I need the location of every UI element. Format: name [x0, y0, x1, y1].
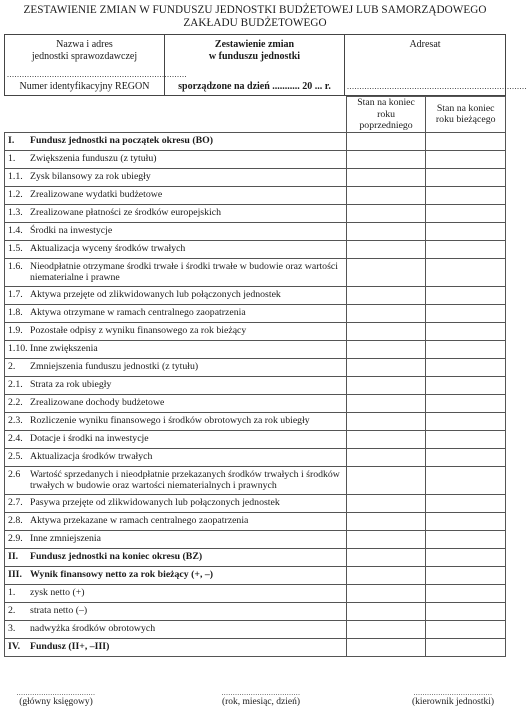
signature-dotted-line[interactable]: ...................................: [221, 689, 301, 697]
value-cell-curr[interactable]: [426, 494, 506, 512]
row-label-cell: [5, 512, 347, 530]
row-text: Pasywa przejęte od zlikwidowanych lub połączonych jednostek: [30, 497, 280, 509]
value-cell-prev[interactable]: [346, 620, 426, 638]
table-row: [5, 340, 506, 358]
row-label-cell: [5, 322, 347, 340]
value-cell-curr[interactable]: [426, 240, 506, 258]
row-label-cell: [5, 430, 347, 448]
row-text: Zwiększenia funduszu (z tytułu): [30, 153, 157, 165]
table-row: [5, 448, 506, 466]
row-text: Zrealizowane wydatki budżetowe: [30, 189, 163, 201]
value-cell-prev[interactable]: [346, 168, 426, 186]
row-label-cell: [5, 394, 347, 412]
value-cell-prev[interactable]: [346, 412, 426, 430]
value-cell-prev[interactable]: [346, 222, 426, 240]
value-cell-prev[interactable]: [346, 204, 426, 222]
value-cell-curr[interactable]: [426, 584, 506, 602]
row-number: 1.4.: [8, 225, 23, 237]
signature-accountant-label: (główny księgowy): [19, 697, 93, 707]
value-cell-curr[interactable]: [426, 258, 506, 286]
row-text: Aktualizacja wyceny środków trwałych: [30, 243, 186, 255]
row-text: zysk netto (+): [30, 587, 85, 599]
table-row: [5, 602, 506, 620]
row-label-cell: [5, 494, 347, 512]
row-label-cell: [5, 584, 347, 602]
value-cell-curr[interactable]: [426, 150, 506, 168]
row-number: 2.2.: [8, 397, 23, 409]
table-row: [5, 530, 506, 548]
value-cell-prev[interactable]: [346, 376, 426, 394]
row-text: Fundusz (II+, –III): [30, 641, 110, 653]
value-cell-curr[interactable]: [426, 286, 506, 304]
row-label-cell: [5, 186, 347, 204]
row-number: 1.5.: [8, 243, 23, 255]
value-cell-curr[interactable]: [426, 566, 506, 584]
value-cell-curr[interactable]: [426, 394, 506, 412]
value-cell-curr[interactable]: [426, 620, 506, 638]
row-number: 1.7.: [8, 289, 23, 301]
value-cell-curr[interactable]: [426, 448, 506, 466]
signature-dotted-line[interactable]: ...................................: [16, 689, 96, 697]
signature-dotted-line[interactable]: ...................................: [413, 689, 493, 697]
table-row: [5, 222, 506, 240]
row-text: Dotacje i środki na inwestycje: [30, 433, 149, 445]
table-row: [5, 548, 506, 566]
row-number: 2.7.: [8, 497, 23, 509]
row-number: III.: [8, 569, 22, 581]
table-row: [5, 168, 506, 186]
value-cell-prev[interactable]: [346, 132, 426, 150]
fund-changes-table: [4, 96, 506, 657]
table-row: [5, 322, 506, 340]
value-cell-prev[interactable]: [346, 548, 426, 566]
row-label-cell: [5, 448, 347, 466]
value-cell-curr[interactable]: [426, 322, 506, 340]
statement-title-cell: [165, 35, 345, 95]
row-number: 2.: [8, 605, 16, 617]
value-cell-prev[interactable]: [346, 466, 426, 494]
value-cell-prev[interactable]: [346, 584, 426, 602]
row-label-cell: [5, 412, 347, 430]
row-number: 2.: [8, 361, 16, 373]
value-cell-prev[interactable]: [346, 186, 426, 204]
value-cell-curr[interactable]: [426, 132, 506, 150]
row-number: 1.: [8, 587, 16, 599]
value-cell-curr[interactable]: [426, 530, 506, 548]
row-number: 1.8.: [8, 307, 23, 319]
header-box: [4, 34, 527, 96]
row-number: 1.6.: [8, 260, 23, 272]
table-row: [5, 566, 506, 584]
table-row: [5, 150, 506, 168]
value-cell-curr[interactable]: [426, 304, 506, 322]
row-text: Zmniejszenia funduszu jednostki (z tytułu): [30, 361, 199, 373]
row-text: Pozostałe odpisy z wyniku finansowego za rok bieżący: [30, 325, 247, 337]
row-text: Wynik finansowy netto za rok bieżący (+, –): [30, 569, 214, 581]
row-number: I.: [8, 135, 15, 147]
row-label-cell: [5, 132, 347, 150]
value-cell-curr[interactable]: [426, 602, 506, 620]
table-row: [5, 186, 506, 204]
row-text: Zrealizowane płatności ze środków europejskich: [30, 207, 221, 219]
table-row: [5, 204, 506, 222]
value-cell-curr[interactable]: [426, 376, 506, 394]
table-row: [5, 240, 506, 258]
row-text: Aktywa przekazane w ramach centralnego zaopatrzenia: [30, 515, 249, 527]
row-text: Aktywa otrzymane w ramach centralnego zaopatrzenia: [30, 307, 246, 319]
row-label-cell: [5, 222, 347, 240]
row-label-cell: [5, 204, 347, 222]
value-cell-curr[interactable]: [426, 512, 506, 530]
regon-label: Numer identyfikacyjny REGON: [19, 81, 150, 92]
row-number: 2.6: [8, 468, 21, 480]
row-number: 2.4.: [8, 433, 23, 445]
table-row: [5, 304, 506, 322]
table-row: [5, 430, 506, 448]
row-label-cell: [5, 620, 347, 638]
row-number: 1.3.: [8, 207, 23, 219]
table-row: [5, 132, 506, 150]
value-cell-curr[interactable]: [426, 358, 506, 376]
row-label-cell: [5, 376, 347, 394]
value-cell-curr[interactable]: [426, 222, 506, 240]
row-label-cell: [5, 150, 347, 168]
column-header-prev: Stan na koniec roku poprzedniego: [346, 97, 426, 133]
table-row: [5, 358, 506, 376]
value-cell-prev[interactable]: [346, 430, 426, 448]
row-label-cell: [5, 340, 347, 358]
unit-name-label: Nazwa i adres jednostki sprawozdawczej: [31, 39, 138, 62]
value-cell-curr[interactable]: [426, 548, 506, 566]
row-label-cell: [5, 602, 347, 620]
page-title: ZESTAWIENIE ZMIAN W FUNDUSZU JEDNOSTKI BUDŻETOWEJ LUB SAMORZĄDOWEGO ZAKŁADU BUDŻETOWEGO: [23, 4, 487, 29]
row-label-cell: [5, 530, 347, 548]
value-cell-prev[interactable]: [346, 602, 426, 620]
value-cell-curr[interactable]: [426, 638, 506, 656]
table-row: [5, 466, 506, 494]
value-cell-prev[interactable]: [346, 258, 426, 286]
table-row: [5, 584, 506, 602]
value-cell-prev[interactable]: [346, 304, 426, 322]
row-number: 3.: [8, 623, 16, 635]
row-text: Aktywa przejęte od zlikwidowanych lub połączonych jednostek: [30, 289, 281, 301]
statement-title: Zestawienie zmian w funduszu jednostki: [208, 39, 301, 62]
row-label-cell: [5, 240, 347, 258]
row-text: Rozliczenie wyniku finansowego i środków obrotowych za rok ubiegły: [30, 415, 310, 427]
row-text: Fundusz jednostki na koniec okresu (BZ): [30, 551, 203, 563]
value-cell-prev[interactable]: [346, 286, 426, 304]
value-cell-prev[interactable]: [346, 394, 426, 412]
value-cell-curr[interactable]: [426, 430, 506, 448]
row-label-cell: [5, 286, 347, 304]
value-cell-prev[interactable]: [346, 566, 426, 584]
statement-date-label[interactable]: sporządzone na dzień ........... 20 ... r.: [178, 81, 331, 92]
row-label-cell: [5, 466, 347, 494]
unit-dotted-line[interactable]: ........................................................................: [7, 70, 187, 79]
value-cell-prev[interactable]: [346, 340, 426, 358]
row-number: 1.: [8, 153, 16, 165]
signature-head: [400, 690, 506, 707]
row-label-cell: [5, 358, 347, 376]
row-number: 1.2.: [8, 189, 23, 201]
row-number: 2.9.: [8, 533, 23, 545]
row-text: nadwyżka środków obrotowych: [30, 623, 156, 635]
value-cell-prev[interactable]: [346, 494, 426, 512]
row-text: Zysk bilansowy za rok ubiegły: [30, 171, 151, 183]
row-text: Fundusz jednostki na początek okresu (BO): [30, 135, 213, 147]
value-cell-curr[interactable]: [426, 340, 506, 358]
row-text: Środki na inwestycje: [30, 225, 113, 237]
row-number: 1.9.: [8, 325, 23, 337]
row-number: 1.10.: [8, 343, 28, 355]
value-cell-prev[interactable]: [346, 322, 426, 340]
addressee-cell: [345, 35, 527, 95]
value-cell-prev[interactable]: [346, 530, 426, 548]
value-cell-prev[interactable]: [346, 448, 426, 466]
row-label-cell: [5, 168, 347, 186]
table-row: [5, 258, 506, 286]
signature-date: [206, 690, 316, 707]
addressee-label: Adresat: [409, 39, 441, 50]
reporting-unit-cell: [5, 35, 187, 95]
table-row: [5, 376, 506, 394]
row-text: Inne zwiększenia: [30, 343, 98, 355]
value-cell-curr[interactable]: [426, 412, 506, 430]
table-row: [5, 394, 506, 412]
value-cell-prev[interactable]: [346, 638, 426, 656]
row-number: 2.1.: [8, 379, 23, 391]
row-text: Zrealizowane dochody budżetowe: [30, 397, 165, 409]
value-cell-prev[interactable]: [346, 358, 426, 376]
table-row: [5, 286, 506, 304]
table-row: [5, 638, 506, 656]
row-number: 2.8.: [8, 515, 23, 527]
row-text: Nieodpłatnie otrzymane środki trwałe i środki trwałe w budowie oraz wartości niematerialne i prawne: [30, 260, 338, 283]
row-text: Aktualizacja środków trwałych: [30, 451, 153, 463]
row-label-cell: [5, 258, 347, 286]
row-text: Inne zmniejszenia: [30, 533, 101, 545]
value-cell-curr[interactable]: [426, 466, 506, 494]
table-row: [5, 512, 506, 530]
value-cell-curr[interactable]: [426, 186, 506, 204]
table-row: [5, 412, 506, 430]
row-label-cell: [5, 566, 347, 584]
table-row: [5, 620, 506, 638]
row-label-cell: [5, 304, 347, 322]
row-number: 2.5.: [8, 451, 23, 463]
signature-head-label: (kierownik jednostki): [411, 697, 495, 707]
header-empty-cell: [5, 97, 347, 133]
value-cell-prev[interactable]: [346, 150, 426, 168]
value-cell-curr[interactable]: [426, 168, 506, 186]
row-number: 2.3.: [8, 415, 23, 427]
addressee-dotted-line[interactable]: ........................................................................: [347, 82, 527, 91]
row-text: strata netto (–): [30, 605, 88, 617]
row-text: Wartość sprzedanych i nieodpłatnie przekazanych środków trwałych i środków trwałych w budowie oraz wartości niematerialnych i prawnych: [30, 468, 340, 491]
row-number: II.: [8, 551, 19, 563]
value-cell-curr[interactable]: [426, 204, 506, 222]
row-text: Strata za rok ubiegły: [30, 379, 112, 391]
signature-date-label: (rok, miesiąc, dzień): [221, 697, 301, 707]
row-number: IV.: [8, 641, 21, 653]
row-number: 1.1.: [8, 171, 23, 183]
table-row: [5, 494, 506, 512]
row-label-cell: [5, 638, 347, 656]
row-label-cell: [5, 548, 347, 566]
value-cell-prev[interactable]: [346, 240, 426, 258]
value-cell-prev[interactable]: [346, 512, 426, 530]
column-header-curr: Stan na koniec roku bieżącego: [426, 97, 506, 133]
signature-accountant: [6, 690, 106, 707]
